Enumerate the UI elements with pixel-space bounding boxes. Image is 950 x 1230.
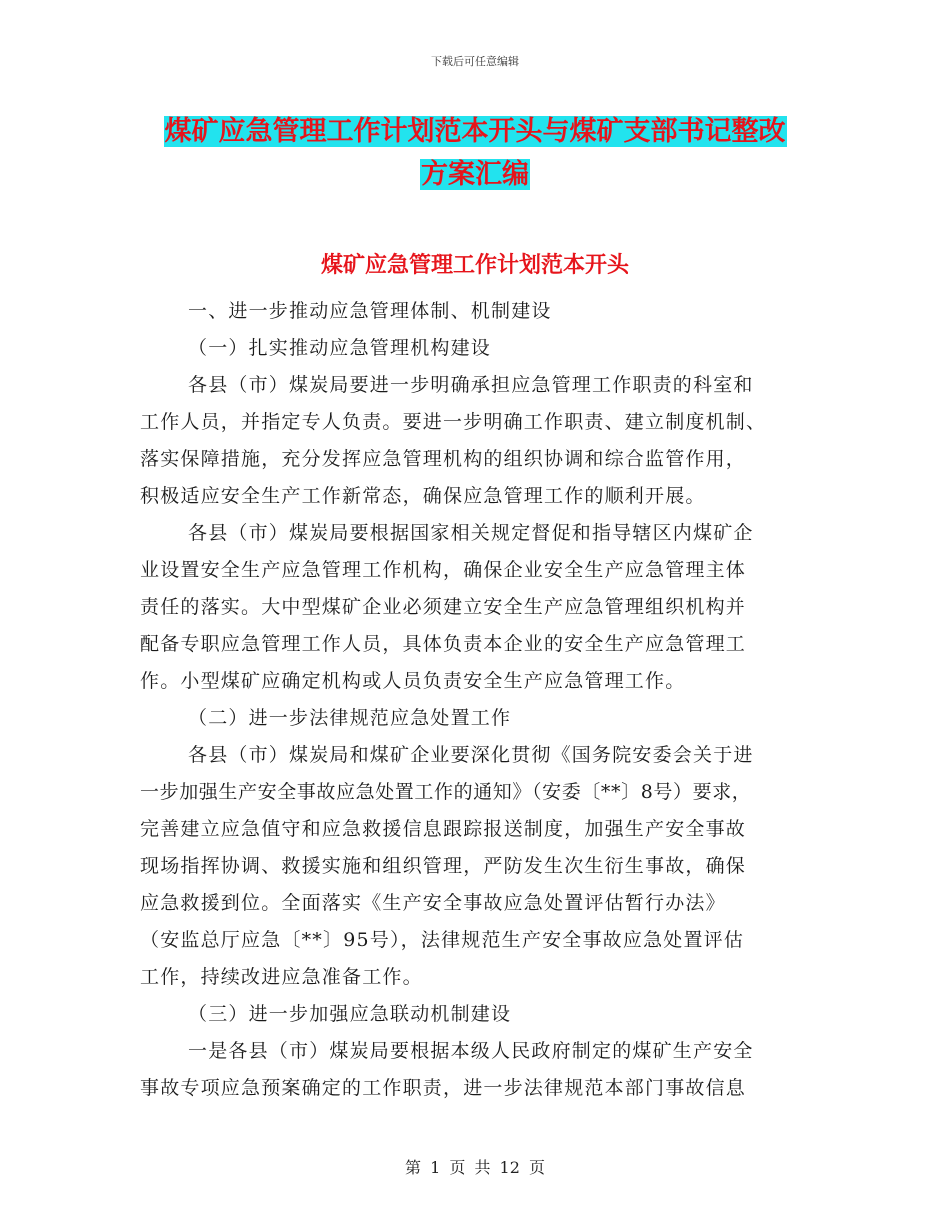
body-line: 各县（市）煤炭局要进一步明确承担应急管理工作职责的科室和 (188, 374, 754, 396)
document-title-text-2: 方案汇编 (421, 159, 529, 190)
body-line: （三）进一步加强应急联动机制建设 (188, 1003, 512, 1025)
body-line: 作。小型煤矿应确定机构或人员负责安全生产应急管理工作。 (140, 670, 686, 692)
body-line: （二）进一步法律规范应急处置工作 (188, 707, 512, 729)
page-footer: 第 1 页 共 12 页 (405, 1158, 545, 1177)
body-line: 一、进一步推动应急管理体制、机制建设 (188, 300, 552, 322)
body-line: 应急救援到位。全面落实《生产安全事故应急处置评估暂行办法》 (140, 892, 726, 914)
section-title: 煤矿应急管理工作计划范本开头 (320, 253, 629, 278)
body-line: 一是各县（市）煤炭局要根据本级人民政府制定的煤矿生产安全 (188, 1040, 754, 1062)
body-line: （一）扎实推动应急管理机构建设 (188, 337, 492, 359)
body-line: 各县（市）煤炭局要根据国家相关规定督促和指导辖区内煤矿企 (188, 522, 754, 544)
body-line: 业设置安全生产应急管理工作机构，确保企业安全生产应急管理主体 (140, 559, 747, 581)
body-line: 一步加强生产安全事故应急处置工作的通知》（安委〔**〕8号）要求， (140, 781, 752, 803)
body-line: 配备专职应急管理工作人员，具体负责本企业的安全生产应急管理工 (140, 633, 747, 655)
body-line: 落实保障措施，充分发挥应急管理机构的组织协调和综合监管作用， (140, 448, 747, 470)
body-line: （安监总厅应急〔**〕95号），法律规范生产安全事故应急处置评估 (140, 929, 745, 951)
body-line: 积极适应安全生产工作新常态，确保应急管理工作的顺利开展。 (140, 485, 706, 507)
body-line: 责任的落实。大中型煤矿企业必须建立安全生产应急管理组织机构并 (140, 596, 747, 618)
body-line: 各县（市）煤炭局和煤矿企业要深化贯彻《国务院安委会关于进 (188, 744, 754, 766)
header-note: 下载后可任意编辑 (431, 55, 519, 68)
document-title-text-1: 煤矿应急管理工作计划范本开头与煤矿支部书记整改 (164, 116, 786, 147)
document-title-line-2 (0, 157, 950, 193)
body-line: 工作人员，并指定专人负责。要进一步明确工作职责、建立制度机制、 (140, 411, 767, 433)
body-line: 现场指挥协调、救援实施和组织管理，严防发生次生衍生事故，确保 (140, 855, 747, 877)
document-title-line-1 (0, 114, 950, 150)
body-line: 完善建立应急值守和应急救援信息跟踪报送制度，加强生产安全事故 (140, 818, 747, 840)
body-line: 工作，持续改进应急准备工作。 (140, 966, 423, 988)
body-line: 事故专项应急预案确定的工作职责，进一步法律规范本部门事故信息 (140, 1077, 747, 1099)
